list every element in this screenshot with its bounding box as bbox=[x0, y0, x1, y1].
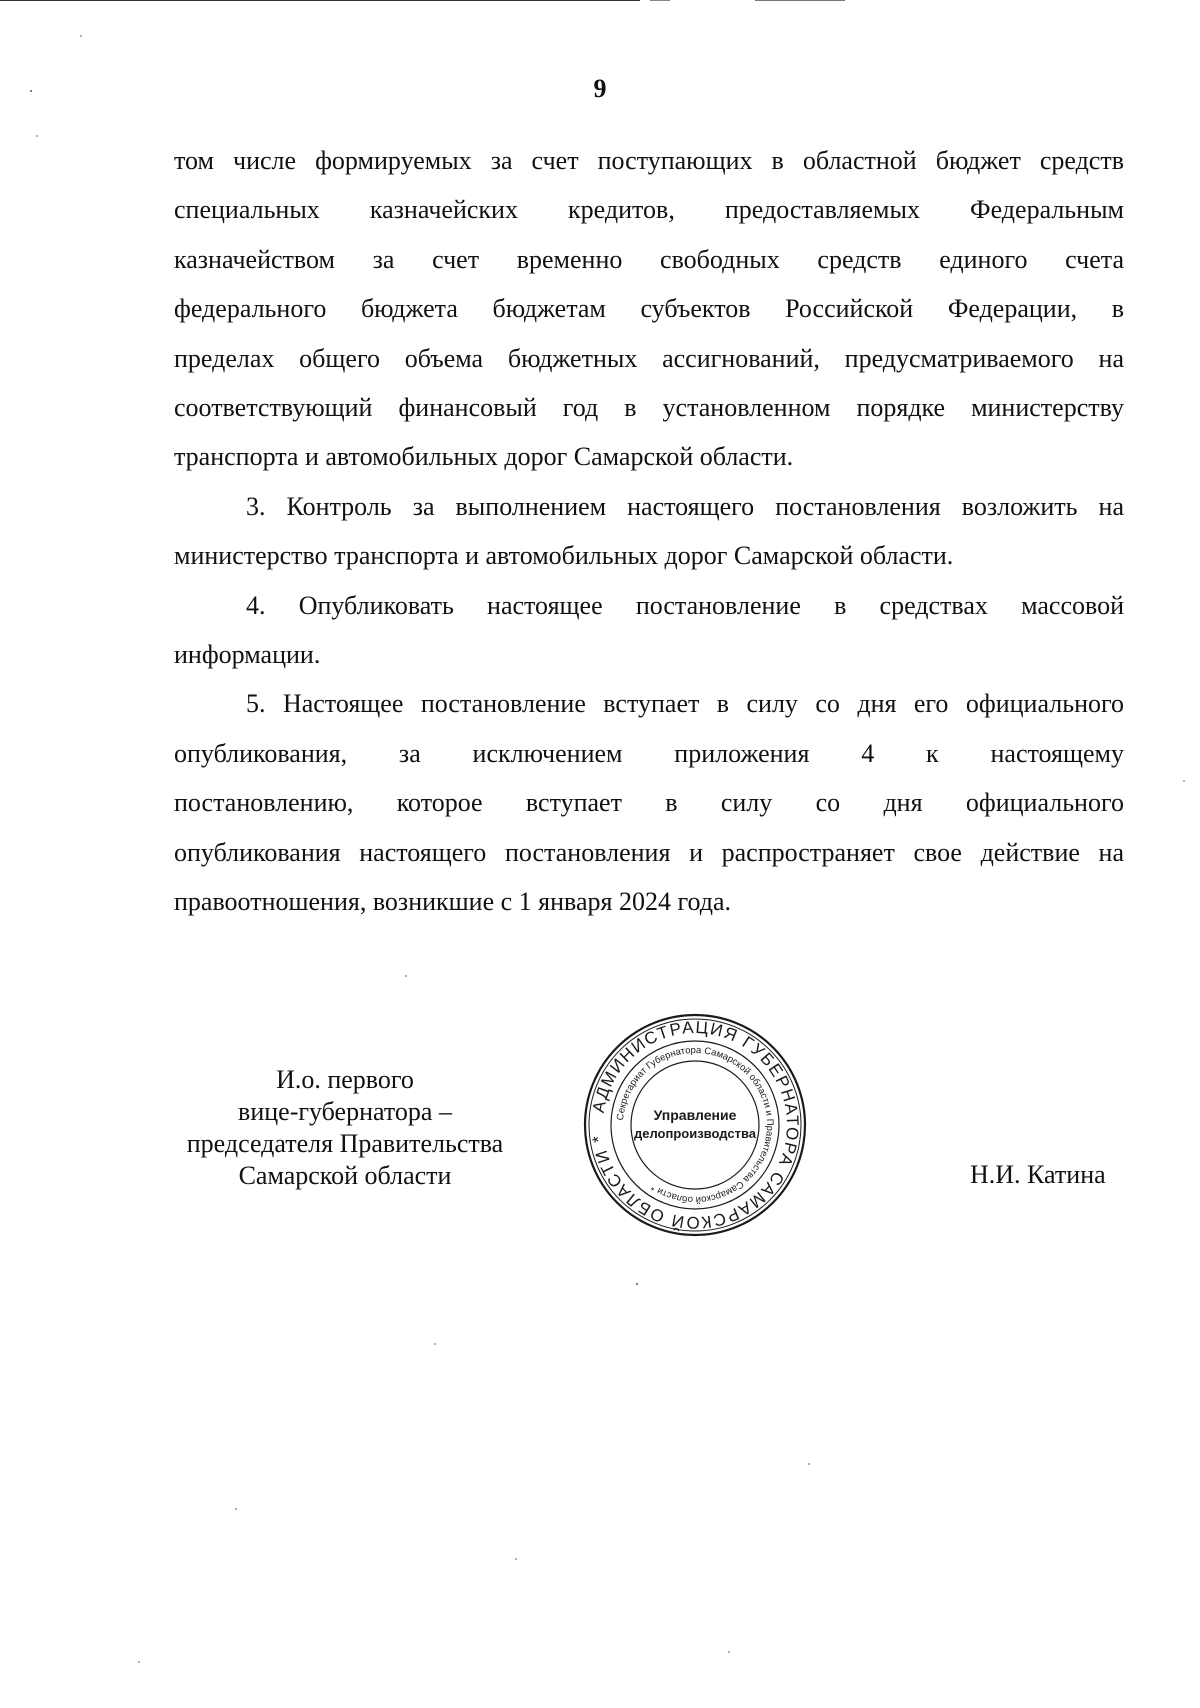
seal-middle-circle bbox=[611, 1041, 779, 1209]
document-body bbox=[174, 136, 1124, 927]
paragraph-line: опубликования, за исключением приложения 4 к настоящему bbox=[174, 738, 1124, 768]
paragraph-last-line: транспорта и автомобильных дорог Самарской области. bbox=[174, 442, 794, 472]
scan-top-edge bbox=[755, 0, 845, 1]
scan-speck bbox=[138, 1661, 140, 1663]
paragraph-line: том числе формируемых за счет поступающих в областной бюджет средств bbox=[174, 146, 1124, 175]
seal-center-line-1: Управление bbox=[653, 1107, 737, 1123]
paragraph-line: казначейством за счет временно свободных средств единого счета bbox=[174, 244, 1124, 274]
paragraph-line: пределах общего объема бюджетных ассигнований, предусматриваемого на bbox=[174, 343, 1124, 373]
paragraph-3 bbox=[174, 482, 1124, 581]
signatory-title bbox=[170, 1064, 520, 1192]
paragraph-1 bbox=[174, 136, 1124, 482]
paragraph-line: 4. Опубликовать настоящее постановление в средствах массовой bbox=[246, 590, 1124, 620]
paragraph-line: специальных казначейских кредитов, предоставляемых Федеральным bbox=[174, 195, 1124, 225]
signatory-title-line: вице-губернатора – bbox=[238, 1097, 452, 1126]
scan-speck bbox=[235, 1508, 237, 1510]
seal-graphic bbox=[580, 1010, 810, 1240]
scan-speck bbox=[808, 1463, 810, 1465]
paragraph-line: опубликования настоящего постановления и распространяет свое действие на bbox=[174, 837, 1124, 867]
signatory-title-line: Самарской области bbox=[238, 1161, 452, 1190]
paragraph-line: соответствующий финансовый год в установленном порядке министерству bbox=[174, 393, 1124, 423]
scan-speck bbox=[36, 135, 38, 137]
scan-speck bbox=[1183, 780, 1185, 782]
paragraph-line: постановлению, которое вступает в силу со дня официального bbox=[174, 788, 1124, 818]
paragraph-5 bbox=[174, 679, 1124, 926]
paragraph-line: 3. Контроль за выполнением настоящего постановления возложить на bbox=[246, 491, 1124, 521]
scan-speck bbox=[636, 1283, 638, 1285]
seal-outer-text: АДМИНИСТРАЦИЯ ГУБЕРНАТОРА САМАРСКОЙ ОБЛАСТИ * bbox=[588, 1017, 803, 1233]
scan-speck bbox=[515, 1558, 517, 1560]
seal-inner-text: Секретариат Губернатора Самарской области и Правительства Самарской области * bbox=[615, 1044, 776, 1206]
scan-speck bbox=[434, 1343, 436, 1345]
scan-top-edge bbox=[650, 0, 670, 1]
signatory-name: Н.И. Катина bbox=[970, 1160, 1106, 1189]
paragraph-line: федерального бюджета бюджетам субъектов Российской Федерации, в bbox=[174, 294, 1124, 324]
scan-speck bbox=[80, 35, 82, 37]
seal-center-line-2: делопроизводства bbox=[633, 1126, 757, 1141]
scan-top-edge bbox=[0, 0, 640, 1]
paragraph-4 bbox=[174, 581, 1124, 680]
scan-speck bbox=[405, 975, 407, 977]
paragraph-line: 5. Настоящее постановление вступает в силу со дня его официального bbox=[246, 689, 1124, 719]
paragraph-last-line: министерство транспорта и автомобильных дорог Самарской области. bbox=[174, 541, 954, 571]
scan-speck bbox=[30, 90, 32, 92]
signatory-title-line: И.о. первого bbox=[276, 1065, 414, 1094]
official-seal bbox=[580, 1010, 810, 1240]
page-number: 9 bbox=[593, 74, 607, 103]
signatory-title-line: председателя Правительства bbox=[186, 1129, 504, 1158]
paragraph-last-line: правоотношения, возникшие с 1 января 2024 года. bbox=[174, 887, 732, 917]
scan-speck bbox=[728, 1651, 730, 1653]
seal-inner-circle bbox=[631, 1061, 759, 1189]
paragraph-last-line: информации. bbox=[174, 640, 321, 670]
